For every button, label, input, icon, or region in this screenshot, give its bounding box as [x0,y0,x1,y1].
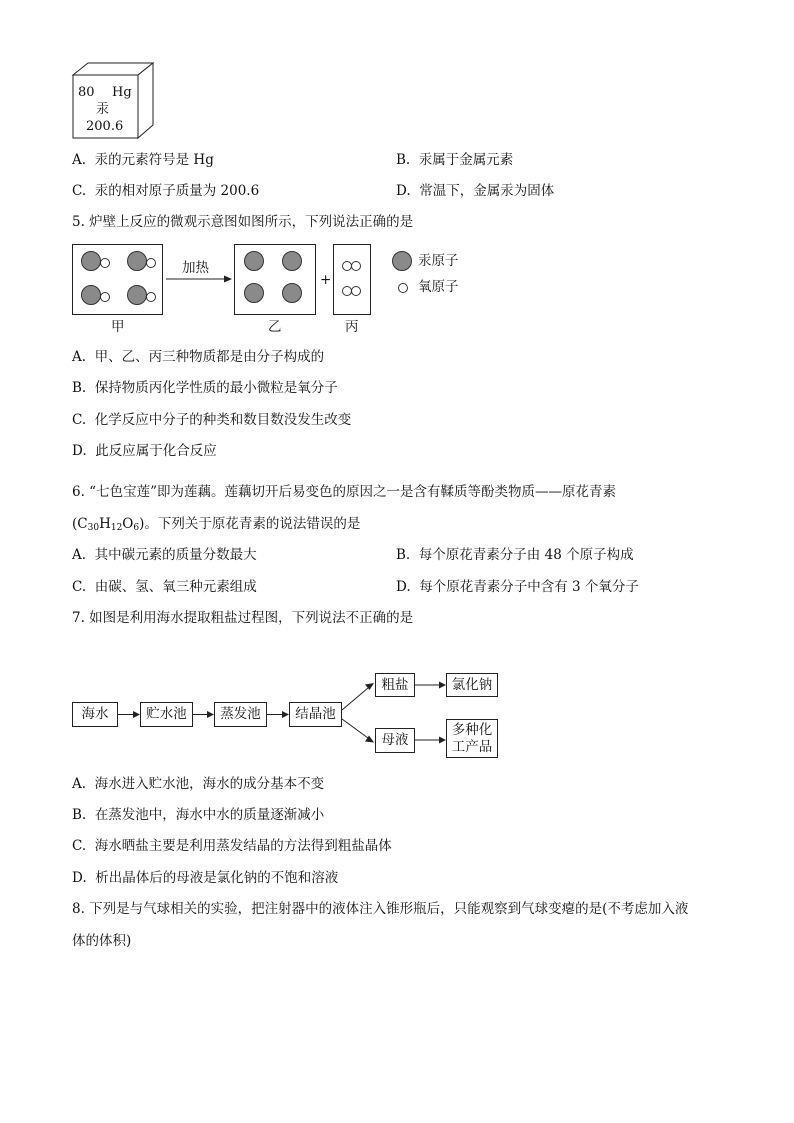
q5-stem: 5. 炉壁上反应的微观示意图如图所示，下列说法正确的是 [72,214,414,230]
box-label-bing: 丙 [345,319,359,335]
flow-chemical-products: 多种化 工产品 [446,719,498,758]
q6-stem-line2: $(C_{30}H_{12}O_6)$。下列关于原花青素的说法错误的是 [72,516,361,533]
plus-sign: + [320,272,332,288]
q7-option-d[interactable]: D. 析出晶体后的母液是氯化钠的不饱和溶液 [72,870,339,886]
q5-option-d[interactable]: D. 此反应属于化合反应 [72,443,217,459]
flow-sodium-chloride: 氯化钠 [446,673,498,697]
q4-option-b[interactable]: B. 汞属于金属元素 [396,152,514,168]
q5-option-c[interactable]: C. 化学反应中分子的种类和数目数没发生改变 [72,412,352,428]
flow-crystal-pool: 结晶池 [289,702,342,727]
element-name: 汞 [96,102,110,117]
element-number: 80 [78,85,95,100]
flow-mother-liquor: 母液 [375,728,415,753]
q5-option-a[interactable]: A. 甲、乙、丙三种物质都是由分子构成的 [72,349,325,365]
q6-stem-line1: 6. “七色宝莲”即为莲藕。莲藕切开后易变色的原因之一是含有鞣质等酚类物质——原花青素 [72,484,616,500]
q8-stem-line1: 8. 下列是与气球相关的实验，把注射器中的液体注入锥形瓶后，只能观察到气球变瘪的是(不考虑加入液 [72,901,689,917]
q7-option-a[interactable]: A. 海水进入贮水池，海水的成分基本不变 [72,776,325,792]
box-label-jia: 甲 [111,319,125,335]
q6-option-c[interactable]: C. 由碳、氢、氧三种元素组成 [72,579,257,595]
q7-option-c[interactable]: C. 海水晒盐主要是利用蒸发结晶的方法得到粗盐晶体 [72,838,392,854]
q6-option-a[interactable]: A. 其中碳元素的质量分数最大 [72,547,257,563]
element-mass: 200.6 [86,119,124,134]
flow-crude-salt: 粗盐 [375,673,415,697]
q4-option-d[interactable]: D. 常温下，金属汞为固体 [396,183,555,199]
legend-oxygen-label: 氧原子 [418,279,459,295]
q5-option-b[interactable]: B. 保持物质丙化学性质的最小微粒是氧分子 [72,380,338,396]
element-symbol: Hg [112,85,132,100]
legend-mercury-label: 汞原子 [418,253,459,269]
q6-option-d[interactable]: D. 每个原花青素分子中含有 3 个氧分子 [396,579,639,595]
arrow-label-heat: 加热 [182,260,209,276]
flow-seawater: 海水 [72,702,118,727]
box-label-yi: 乙 [268,319,282,335]
q7-stem: 7. 如图是利用海水提取粗盐过程图，下列说法不正确的是 [72,610,414,626]
q4-option-a[interactable]: A. 汞的元素符号是 Hg [72,152,214,168]
flow-storage-pool: 贮水池 [140,702,193,727]
q7-option-b[interactable]: B. 在蒸发池中，海水中水的质量逐渐减小 [72,807,325,823]
q8-stem-line2: 体的体积) [72,933,132,949]
flow-evaporation-pool: 蒸发池 [214,702,267,727]
q4-option-c[interactable]: C. 汞的相对原子质量为 200.6 [72,183,260,199]
q6-option-b[interactable]: B. 每个原花青素分子由 48 个原子构成 [396,547,634,563]
